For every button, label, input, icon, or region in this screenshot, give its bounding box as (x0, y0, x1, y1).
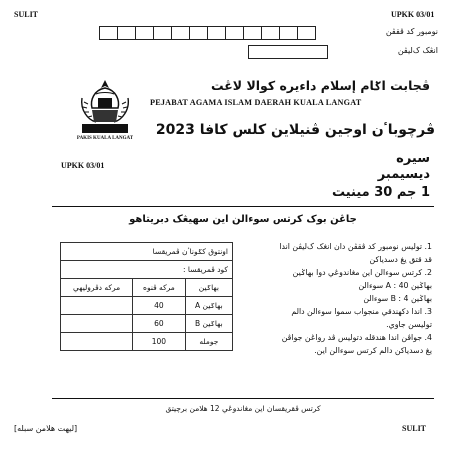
instructions-list (240, 240, 432, 357)
office-name-jawi: ڤجابت اݢام إسلام داءيره كوالا لاڠت (211, 78, 430, 93)
turn-page-note: [ليهت هلامن سبله] (14, 424, 78, 433)
grid-box[interactable] (297, 26, 316, 40)
marks-table-title: اونتوق كݢوناٴن ڤمريقسا (61, 243, 233, 261)
instruction-item (240, 266, 432, 305)
instruction-number: 4. (424, 333, 432, 342)
footer-divider (52, 398, 434, 399)
marks-obtained-cell[interactable] (61, 333, 133, 351)
instruction-line: جواڤن اندا هندقله دتوليس ڤد رواڠن جواڤن (281, 333, 423, 342)
grid-box[interactable] (243, 26, 262, 40)
marks-obtained-cell[interactable] (61, 315, 133, 333)
examiner-marks-table (60, 242, 233, 351)
instruction-item (240, 331, 432, 357)
instruction-number: 1. (424, 242, 432, 251)
do-not-open-notice: جاڠن بوک کرتس سوءالن اين سهيڠک دبريتاهو (129, 214, 357, 225)
paper-code-top: UPKK 03/01 (391, 10, 435, 19)
instruction-line: بهاݢين B : 4 سوءالن (363, 294, 432, 303)
class-number-label: انڠک ک‌ليڤن (397, 46, 438, 55)
divider (52, 206, 434, 207)
full-marks-cell: 60 (133, 315, 186, 333)
subject-name: سيره (396, 151, 430, 166)
exam-month: ديسيمبر (377, 167, 430, 182)
header-section: بهاݢين (185, 279, 232, 297)
grid-box[interactable] (207, 26, 226, 40)
grid-box[interactable] (189, 26, 208, 40)
instruction-item (240, 240, 432, 266)
section-cell: بهاݢين B (185, 315, 232, 333)
office-name-rumi: PEJABAT AGAMA ISLAM DAERAH KUALA LANGAT (150, 98, 362, 107)
instruction-line: توليسن جاوي. (386, 320, 432, 329)
instruction-line: بهاݢين A : 40 سوءالن (358, 281, 432, 290)
section-cell: جومله (185, 333, 232, 351)
header-full-marks: مركه ڤنوه (133, 279, 186, 297)
sulit-label-top: SULIT (14, 10, 39, 19)
instruction-item (240, 305, 432, 331)
grid-box[interactable] (153, 26, 172, 40)
paper-code: UPKK 03/01 (61, 161, 105, 170)
marks-obtained-cell[interactable] (61, 297, 133, 315)
instruction-number: 3. (424, 307, 432, 316)
instruction-line: اندا دكهندقي منجواب سموا سوءالن دالم (291, 307, 423, 316)
exam-duration: 1 جم 30 مينيت (331, 185, 430, 200)
instruction-line: كرتس سوءالن اين مڠاندوڠي دوا بهاݢين (292, 268, 423, 277)
grid-box[interactable] (135, 26, 154, 40)
grid-box[interactable] (225, 26, 244, 40)
class-number-field[interactable] (248, 45, 328, 59)
grid-box[interactable] (99, 26, 118, 40)
grid-box[interactable] (171, 26, 190, 40)
sulit-label-bottom: SULIT (402, 424, 427, 433)
candidate-number-label: نومبور کد ڤقڤن (385, 27, 438, 36)
instruction-number: 2. (424, 268, 432, 277)
grid-box[interactable] (279, 26, 298, 40)
logo-caption: PAKIS KUALA LANGAT (76, 136, 134, 141)
grid-box[interactable] (261, 26, 280, 40)
full-marks-cell: 100 (133, 333, 186, 351)
section-cell: بهاݢين A (185, 297, 232, 315)
instruction-line: قد قتق يڠ دسدياكن (369, 255, 432, 264)
instruction-line: توليس نومبور كد ڤقڤن دان انڠک ک‌ليڤن اندا (279, 242, 423, 251)
pages-note: كرتس ڤقريقسان اين مڠاندوڠي 12 هلامن برچيتق (165, 404, 321, 413)
exam-title: ڤرچوباٴن اوجين ڤنيلاين كلس كافا 2023 (155, 122, 435, 138)
full-marks-cell: 40 (133, 297, 186, 315)
candidate-number-grid (100, 26, 316, 40)
instruction-line: يڠ دسدياكن دالم كرتس سوءالن اين. (314, 346, 432, 355)
grid-box[interactable] (117, 26, 136, 40)
header-marks-obtained: مركه دڤرولیهي (61, 279, 133, 297)
examiner-code-label: كود ڤمريقسا : (61, 261, 233, 279)
office-logo (74, 78, 136, 136)
